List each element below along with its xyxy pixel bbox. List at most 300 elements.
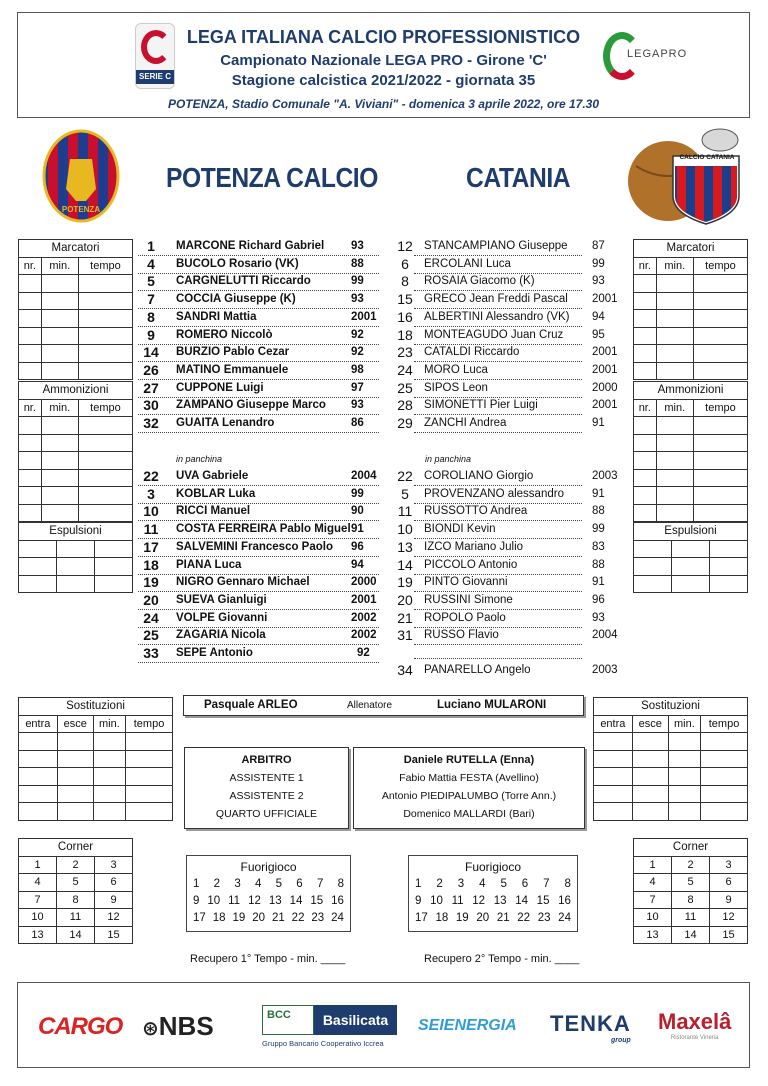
cell[interactable] [634, 504, 657, 522]
cell[interactable] [634, 469, 657, 487]
offside-number[interactable]: 3 [457, 878, 465, 890]
cell[interactable] [19, 275, 42, 293]
cell[interactable] [41, 310, 78, 328]
cell[interactable] [693, 469, 747, 487]
player-birth-year: 94 [592, 310, 605, 323]
cell[interactable] [693, 327, 747, 345]
cell[interactable] [634, 345, 657, 363]
cell[interactable] [671, 540, 709, 558]
player-name: SALVEMINI Francesco Paolo [176, 540, 333, 553]
player-name: COCCIA Giuseppe (K) [176, 293, 296, 306]
corner-number[interactable]: 13 [634, 926, 672, 944]
cell[interactable] [656, 345, 693, 363]
cell[interactable] [594, 803, 633, 821]
offside-number[interactable]: 12 [472, 895, 486, 907]
cell[interactable] [93, 785, 125, 803]
player-birth-year: 2002 [351, 611, 377, 624]
player-number: 3 [147, 485, 155, 502]
cell[interactable] [19, 345, 42, 363]
cell[interactable] [594, 733, 633, 751]
away-player-list [392, 0, 624, 700]
sponsor-nbs-text: NBS [158, 1011, 214, 1041]
home-player-row [138, 239, 388, 256]
cell[interactable] [19, 452, 42, 470]
corner-home-table [18, 838, 133, 944]
offside-number[interactable]: 9 [193, 895, 200, 907]
offside-number[interactable]: 10 [430, 895, 443, 907]
cell[interactable] [57, 733, 93, 751]
offside-number[interactable]: 17 [193, 912, 206, 924]
cell[interactable] [668, 785, 700, 803]
cell[interactable] [19, 733, 58, 751]
cell[interactable] [709, 558, 747, 576]
player-number: 21 [397, 609, 413, 626]
espulsioni-home-table [18, 522, 133, 593]
marcatori-label: Marcatori [634, 240, 748, 258]
player-name: COROLIANO Giorgio [424, 470, 534, 482]
corner-number[interactable]: 1 [634, 856, 672, 874]
offside-number[interactable]: 3 [234, 878, 241, 890]
cell[interactable] [56, 575, 94, 593]
col-nr: nr. [634, 257, 657, 275]
cell[interactable] [41, 275, 78, 293]
offside-number[interactable]: 8 [337, 878, 344, 890]
offside-number[interactable]: 23 [311, 912, 325, 924]
cell[interactable] [632, 750, 668, 768]
cell[interactable] [41, 362, 78, 380]
offside-number[interactable]: 16 [558, 895, 571, 907]
cell[interactable] [41, 469, 78, 487]
corner-number[interactable]: 5 [672, 874, 710, 892]
cell[interactable] [19, 417, 42, 435]
cell[interactable] [93, 733, 125, 751]
away-player-row [392, 345, 624, 362]
home-player-row [138, 257, 388, 274]
cell[interactable] [19, 434, 42, 452]
cell[interactable] [656, 434, 693, 452]
cell[interactable] [78, 275, 132, 293]
cell[interactable] [41, 417, 78, 435]
cell[interactable] [594, 768, 633, 786]
cell[interactable] [656, 452, 693, 470]
cell[interactable] [19, 750, 58, 768]
corner-number[interactable]: 6 [95, 874, 133, 892]
legapro-logo-text: LEGAPRO [627, 48, 688, 60]
player-number: 14 [143, 344, 159, 361]
cell[interactable] [19, 785, 58, 803]
cell[interactable] [126, 750, 173, 768]
cell[interactable] [93, 750, 125, 768]
corner-number[interactable]: 2 [57, 856, 95, 874]
cell[interactable] [78, 327, 132, 345]
sponsor-seienergia: SEIENERGIA [418, 1017, 517, 1034]
offside-number[interactable]: 16 [331, 895, 344, 907]
cell[interactable] [634, 558, 672, 576]
player-name: ROPOLO Paolo [424, 611, 506, 624]
cell[interactable] [634, 310, 657, 328]
player-name: ZAMPANO Giuseppe Marco [176, 399, 326, 412]
offside-number[interactable]: 13 [493, 895, 507, 907]
cell[interactable] [701, 803, 748, 821]
offside-number[interactable]: 14 [515, 895, 528, 907]
cell[interactable] [41, 292, 78, 310]
cell[interactable] [671, 558, 709, 576]
player-number: 5 [401, 485, 409, 502]
player-birth-year: 93 [351, 240, 364, 252]
player-number: 23 [397, 344, 413, 361]
offside-number[interactable]: 4 [479, 878, 486, 890]
cell[interactable] [693, 434, 747, 452]
offside-number[interactable]: 2 [213, 878, 221, 890]
cell[interactable] [693, 275, 747, 293]
cell[interactable] [693, 452, 747, 470]
cell[interactable] [709, 540, 747, 558]
player-number: 34 [397, 662, 413, 678]
player-birth-year: 88 [592, 558, 605, 571]
marcatori-away-table [633, 239, 748, 380]
cell[interactable] [19, 292, 42, 310]
player-birth-year: 91 [592, 417, 605, 429]
corner-number[interactable]: 11 [672, 909, 710, 927]
sponsor-tenka [550, 1011, 631, 1044]
cell[interactable] [19, 575, 57, 593]
home-player-row [138, 504, 388, 521]
cell[interactable] [126, 785, 173, 803]
catania-crest-text: CALCIO CATANIA [679, 154, 735, 161]
sponsor-bcc [262, 1005, 397, 1053]
offside-number[interactable]: 15 [310, 895, 324, 907]
cell[interactable] [78, 452, 132, 470]
offside-number[interactable]: 21 [271, 912, 285, 924]
player-name: GUAITA Lenandro [176, 417, 275, 429]
cell[interactable] [632, 768, 668, 786]
cell[interactable] [632, 803, 668, 821]
player-name: MATINO Emmanuele [176, 363, 289, 376]
corner-number[interactable]: 14 [672, 926, 710, 944]
offside-number[interactable]: 18 [212, 912, 226, 924]
offside-number[interactable]: 11 [228, 895, 241, 907]
player-birth-year: 93 [351, 399, 364, 412]
cell[interactable] [19, 310, 42, 328]
offside-number[interactable]: 8 [564, 878, 571, 890]
offside-number[interactable]: 24 [558, 912, 571, 924]
corner-number[interactable]: 11 [57, 909, 95, 927]
cell[interactable] [19, 487, 42, 505]
corner-number[interactable]: 3 [710, 856, 748, 874]
cell[interactable] [19, 540, 57, 558]
offside-number[interactable]: 4 [254, 878, 262, 890]
player-birth-year: 2001 [592, 363, 618, 376]
away-player-row [392, 469, 624, 486]
corner-number[interactable]: 8 [672, 891, 710, 909]
cell[interactable] [56, 540, 94, 558]
cell[interactable] [57, 768, 93, 786]
corner-number[interactable]: 9 [710, 891, 748, 909]
cell[interactable] [634, 292, 657, 310]
player-birth-year: 99 [592, 257, 605, 270]
player-number: 27 [143, 379, 159, 396]
offside-number[interactable]: 5 [275, 878, 283, 890]
corner-number[interactable]: 2 [672, 856, 710, 874]
cell[interactable] [19, 504, 42, 522]
offside-number[interactable]: 22 [517, 912, 531, 924]
offside-number[interactable]: 1 [193, 878, 200, 890]
cell[interactable] [701, 733, 748, 751]
player-number: 8 [147, 308, 155, 325]
corner-number[interactable]: 4 [634, 874, 672, 892]
cell[interactable] [57, 785, 93, 803]
ammonizioni-away-table [633, 381, 748, 522]
offside-number[interactable]: 12 [248, 895, 261, 907]
player-name: NIGRO Gennaro Michael [176, 576, 310, 589]
player-number: 29 [397, 415, 413, 431]
cell[interactable] [41, 487, 78, 505]
cell[interactable] [656, 469, 693, 487]
cell[interactable] [634, 362, 657, 380]
player-number: 8 [401, 273, 409, 290]
espulsioni-away-table [633, 522, 748, 593]
ammonizioni-home-table [18, 381, 133, 522]
cell[interactable] [41, 327, 78, 345]
player-birth-year: 2001 [351, 310, 377, 323]
corner-number[interactable]: 12 [95, 909, 133, 927]
away-player-row [392, 575, 624, 592]
offside-number[interactable]: 18 [435, 912, 449, 924]
cell[interactable] [693, 504, 747, 522]
cell[interactable] [78, 417, 132, 435]
cell[interactable] [93, 768, 125, 786]
underline [138, 432, 379, 433]
cell[interactable] [78, 345, 132, 363]
cell[interactable] [57, 803, 93, 821]
cell[interactable] [57, 750, 93, 768]
cell[interactable] [668, 733, 700, 751]
player-birth-year: 2000 [351, 576, 377, 589]
player-birth-year: 88 [592, 505, 605, 518]
cell[interactable] [693, 417, 747, 435]
col-min: min. [41, 257, 78, 275]
corner-number[interactable]: 10 [19, 909, 57, 927]
cell[interactable] [19, 558, 57, 576]
offside-number[interactable]: 20 [252, 912, 265, 924]
ammonizioni-label: Ammonizioni [19, 382, 133, 400]
home-player-row [138, 416, 388, 433]
player-birth-year: 2001 [592, 346, 618, 359]
col-nr: nr. [19, 399, 42, 417]
offside-number[interactable]: 13 [268, 895, 282, 907]
cell[interactable] [701, 750, 748, 768]
catania-crest [628, 126, 746, 226]
cell[interactable] [78, 362, 132, 380]
cell[interactable] [668, 768, 700, 786]
cell[interactable] [693, 487, 747, 505]
player-name: MARCONE Richard Gabriel [176, 240, 325, 252]
offside-row [415, 912, 571, 924]
corner-number[interactable]: 8 [57, 891, 95, 909]
offside-number[interactable]: 17 [415, 912, 428, 924]
corner-number[interactable]: 6 [710, 874, 748, 892]
cell[interactable] [94, 575, 132, 593]
cell[interactable] [78, 469, 132, 487]
cell[interactable] [41, 504, 78, 522]
col-tempo: tempo [693, 257, 747, 275]
cell[interactable] [656, 504, 693, 522]
cell[interactable] [693, 362, 747, 380]
player-name: MONTEAGUDO Juan Cruz [424, 328, 564, 341]
col-min: min. [93, 715, 125, 733]
player-birth-year: 92 [357, 647, 370, 659]
cell[interactable] [668, 750, 700, 768]
sponsor-cargo: CARGO [38, 1013, 123, 1040]
offside-number[interactable]: 21 [496, 912, 510, 924]
offside-number[interactable]: 20 [476, 912, 490, 924]
cell[interactable] [634, 487, 657, 505]
cell[interactable] [19, 469, 42, 487]
offside-number[interactable]: 2 [436, 878, 443, 890]
offside-number[interactable]: 19 [232, 912, 246, 924]
cell[interactable] [634, 434, 657, 452]
home-player-list [138, 0, 388, 700]
offside-number[interactable]: 5 [500, 878, 507, 890]
referee-name: Daniele RUTELLA (Enna) [403, 754, 535, 766]
cell[interactable] [634, 417, 657, 435]
cell[interactable] [656, 417, 693, 435]
corner-number[interactable]: 12 [710, 909, 748, 927]
player-number: 25 [397, 379, 413, 396]
corner-number[interactable]: 4 [19, 874, 57, 892]
cell[interactable] [634, 575, 672, 593]
cell[interactable] [94, 540, 132, 558]
offside-number[interactable]: 7 [543, 878, 550, 890]
cell[interactable] [94, 558, 132, 576]
corner-number[interactable]: 5 [57, 874, 95, 892]
cell[interactable] [594, 785, 633, 803]
league-title: LEGA ITALIANA CALCIO PROFESSIONISTICO [186, 27, 581, 47]
cell[interactable] [78, 487, 132, 505]
corner-number[interactable]: 15 [710, 926, 748, 944]
cell[interactable] [19, 362, 42, 380]
corner-number[interactable]: 7 [19, 891, 57, 909]
offside-number[interactable]: 15 [536, 895, 550, 907]
offside-number[interactable]: 11 [451, 895, 464, 907]
cell[interactable] [41, 434, 78, 452]
player-number: 31 [397, 627, 413, 644]
cell[interactable] [632, 785, 668, 803]
cell[interactable] [78, 310, 132, 328]
cell[interactable] [126, 803, 173, 821]
corner-number[interactable]: 10 [634, 909, 672, 927]
cell[interactable] [693, 345, 747, 363]
away-player-row [392, 398, 624, 415]
cell[interactable] [656, 487, 693, 505]
cell[interactable] [656, 362, 693, 380]
cell[interactable] [19, 327, 42, 345]
home-player-row [138, 558, 388, 575]
offside-number[interactable]: 22 [291, 912, 305, 924]
cell[interactable] [634, 452, 657, 470]
offside-number[interactable]: 1 [415, 878, 422, 890]
corner-number[interactable]: 14 [57, 926, 95, 944]
cell[interactable] [656, 310, 693, 328]
cell[interactable] [701, 785, 748, 803]
corner-number[interactable]: 1 [19, 856, 57, 874]
col-nr: nr. [634, 399, 657, 417]
cell[interactable] [656, 327, 693, 345]
away-player-row [392, 504, 624, 521]
cell[interactable] [693, 292, 747, 310]
cell[interactable] [19, 768, 58, 786]
cell[interactable] [634, 540, 672, 558]
player-birth-year: 96 [592, 593, 605, 606]
cell[interactable] [41, 345, 78, 363]
cell[interactable] [671, 575, 709, 593]
home-coach: Pasquale ARLEO [204, 699, 298, 711]
sponsor-bar [17, 982, 750, 1068]
player-birth-year: 83 [592, 540, 605, 553]
away-player-row [392, 310, 624, 327]
cell[interactable] [709, 575, 747, 593]
player-name: PICCOLO Antonio [424, 558, 518, 571]
corner-number[interactable]: 9 [95, 891, 133, 909]
assistant-2-name: Antonio PIEDIPALUMBO (Torre Ann.) [381, 790, 557, 802]
cell[interactable] [56, 558, 94, 576]
cell[interactable] [656, 292, 693, 310]
player-number: 13 [397, 538, 413, 555]
corner-number[interactable]: 3 [95, 856, 133, 874]
cell[interactable] [41, 452, 78, 470]
offside-number[interactable]: 24 [331, 912, 344, 924]
offside-number[interactable]: 9 [415, 895, 422, 907]
offside-number[interactable]: 10 [207, 895, 221, 907]
player-birth-year: 92 [351, 328, 364, 341]
player-number: 12 [397, 238, 413, 254]
sostituzioni-label: Sostituzioni [19, 698, 173, 716]
offside-number[interactable]: 14 [289, 895, 303, 907]
cell[interactable] [701, 768, 748, 786]
corner-number[interactable]: 13 [19, 926, 57, 944]
player-name: STANCAMPIANO Giuseppe [424, 240, 568, 252]
player-number: 24 [143, 609, 159, 626]
cell[interactable] [656, 275, 693, 293]
corner-number[interactable]: 15 [95, 926, 133, 944]
offside-number[interactable]: 19 [455, 912, 469, 924]
cell[interactable] [126, 733, 173, 751]
cell[interactable] [634, 275, 657, 293]
offside-number[interactable]: 23 [537, 912, 551, 924]
player-number: 18 [397, 326, 413, 343]
cell[interactable] [594, 750, 633, 768]
cell[interactable] [126, 768, 173, 786]
cell[interactable] [19, 803, 58, 821]
cell[interactable] [78, 504, 132, 522]
away-player-row [392, 487, 624, 504]
cell[interactable] [693, 310, 747, 328]
col-min: min. [656, 399, 693, 417]
cell[interactable] [78, 292, 132, 310]
offside-label: Fuorigioco [240, 860, 297, 874]
cell[interactable] [93, 803, 125, 821]
offside-number[interactable]: 6 [296, 878, 303, 890]
cell[interactable] [632, 733, 668, 751]
cell[interactable] [78, 434, 132, 452]
cell[interactable] [668, 803, 700, 821]
corner-number[interactable]: 7 [634, 891, 672, 909]
offside-number[interactable]: 7 [316, 878, 324, 890]
cell[interactable] [634, 327, 657, 345]
offside-number[interactable]: 6 [521, 878, 529, 890]
role-quarto-ufficiale: QUARTO UFFICIALE [215, 808, 318, 820]
corner-away-table [633, 838, 748, 944]
